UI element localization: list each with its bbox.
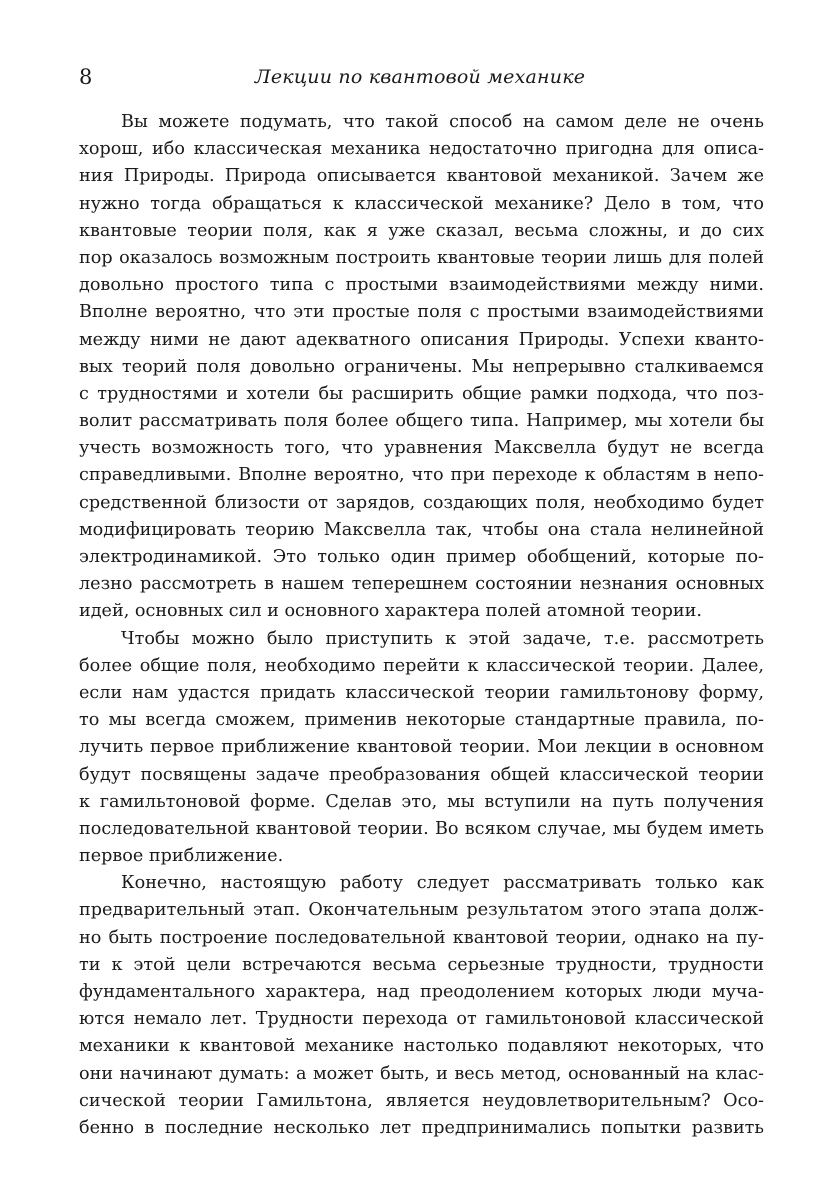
text-line: фундаментального характера, над преодолением которых люди муча- <box>79 982 764 1002</box>
paragraph-1 <box>79 109 764 626</box>
text-line: лучить первое приближение квантовой теории. Мои лекции в основном <box>79 737 764 758</box>
text-line: между ними не дают адекватного описания Природы. Успехи кванто- <box>79 329 764 350</box>
text-line: если нам удастся придать классической теории гамильтонову форму, <box>79 682 764 703</box>
text-line: хорош, ибо классическая механика недостаточно пригодна для описа- <box>79 139 764 160</box>
page-number: 8 <box>79 65 93 89</box>
text-line: лезно рассмотреть в нашем теперешнем состоянии незнания основных <box>79 574 764 595</box>
text-line: с трудностями и хотели бы расширить общие рамки подхода, что поз- <box>79 383 764 404</box>
text-line: бенно в последние несколько лет предпринимались попытки развить <box>79 1117 764 1138</box>
text-line: модифицировать теорию Максвелла так, чтобы она стала нелинейной <box>79 519 764 540</box>
text-line: нужно тогда обращаться к классической механике? Дело в том, что <box>79 193 764 214</box>
text-line: к гамильтоновой форме. Сделав это, мы вступили на путь получения <box>79 791 764 812</box>
body-text <box>79 109 764 1142</box>
paragraph-2 <box>79 626 764 871</box>
text-line: довольно простого типа с простыми взаимодействиями между ними. <box>79 275 764 296</box>
text-line: но быть построение последовательной квантовой теории, однако на пу- <box>79 927 764 948</box>
text-line: механики к квантовой механике настолько подавляют некоторых, что <box>79 1036 764 1057</box>
text-line: средственной близости от зарядов, создающих поля, необходимо будет <box>79 492 764 513</box>
text-line: они начинают думать: а может быть, и весь метод, основанный на клас- <box>79 1063 764 1084</box>
text-line: Вполне вероятно, что эти простые поля с простыми взаимодействиями <box>79 302 764 323</box>
text-line: пор оказалось возможным построить квантовые теории лишь для полей <box>79 247 764 268</box>
text-line: ются немало лет. Трудности перехода от гамильтоновой классической <box>79 1009 764 1030</box>
text-line: первое приближение. <box>79 846 284 867</box>
text-line: предварительный этап. Окончательным результатом этого этапа долж- <box>79 900 764 921</box>
text-line: сической теории Гамильтона, является неудовлетворительным? Осо- <box>79 1090 764 1111</box>
text-line: вых теорий поля довольно ограничены. Мы непрерывно сталкиваемся <box>79 356 764 377</box>
text-line: Конечно, настоящую работу следует рассматривать только как <box>121 873 764 894</box>
text-line: электродинамикой. Это только один пример обобщений, которые по- <box>79 547 764 567</box>
text-line: учесть возможность того, что уравнения Максвелла будут не всегда <box>79 438 764 459</box>
text-line: волит рассматривать поля более общего типа. Например, мы хотели бы <box>79 411 764 432</box>
text-line: Чтобы можно было приступить к этой задаче, т.е. рассмотреть <box>121 628 764 649</box>
text-line: Вы можете подумать, что такой способ на самом деле не очень <box>121 112 764 132</box>
text-line: будут посвящены задаче преобразования общей классической теории <box>79 764 764 785</box>
text-line: ния Природы. Природа описывается квантовой механикой. Зачем же <box>79 166 764 187</box>
text-line: последовательной квантовой теории. Во всяком случае, мы будем иметь <box>79 818 764 839</box>
text-line: квантовые теории поля, как я уже сказал, весьма сложны, и до сих <box>79 220 764 241</box>
text-line: ти к этой цели встречаются весьма серьезные трудности, трудности <box>79 954 764 975</box>
text-line: справедливыми. Вполне вероятно, что при переходе к областям в непо- <box>79 465 764 486</box>
text-line: то мы всегда сможем, применив некоторые стандартные правила, по- <box>79 710 764 731</box>
text-line: идей, основных сил и основного характера полей атомной теории. <box>79 601 702 622</box>
running-header: Лекции по квантовой механике <box>254 66 586 88</box>
text-line: более общие поля, необходимо перейти к классической теории. Далее, <box>79 655 764 676</box>
paragraph-3 <box>79 870 764 1142</box>
